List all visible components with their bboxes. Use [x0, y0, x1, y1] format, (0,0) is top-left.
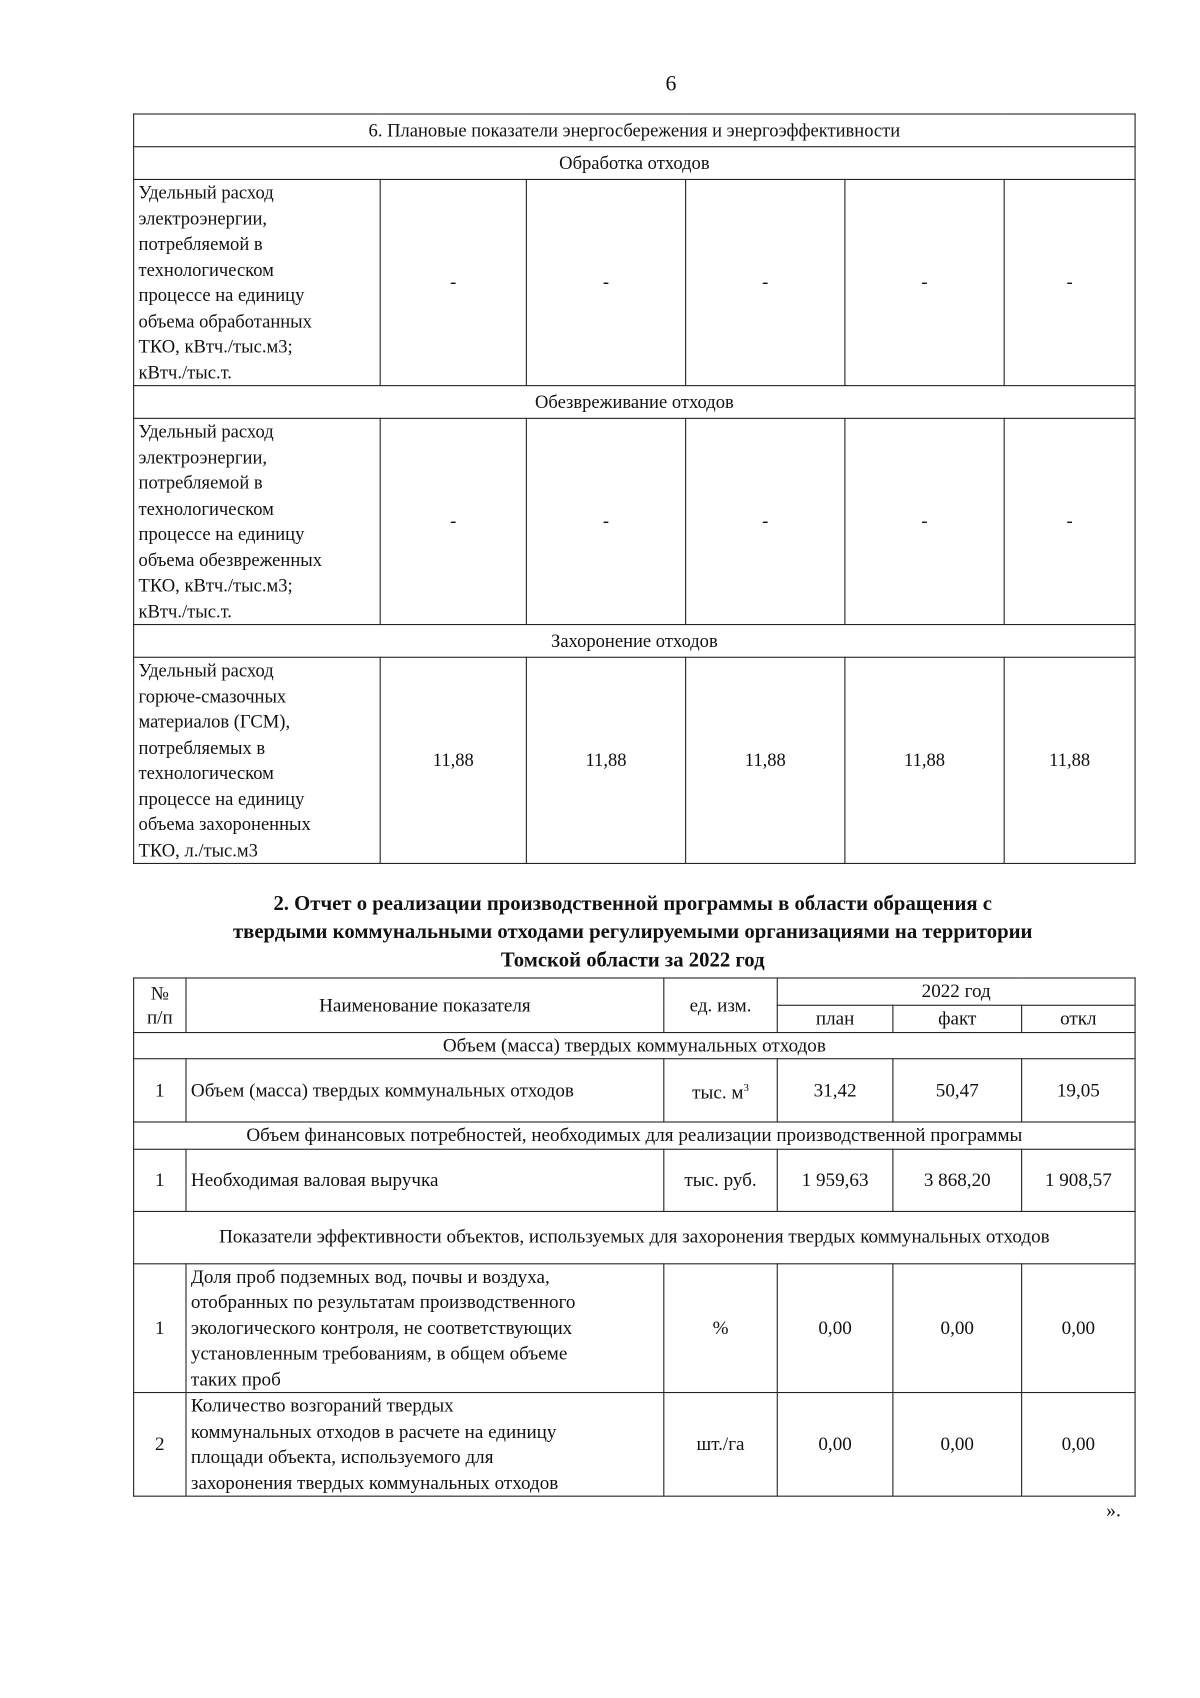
row-plan: 31,42 [777, 1059, 893, 1122]
closing-quote-mark: ». [1106, 1498, 1121, 1521]
page-number: 6 [665, 71, 677, 96]
value-cell: 11,88 [686, 657, 845, 863]
row-deviation: 19,05 [1022, 1059, 1135, 1122]
row-unit: тыс. руб. [664, 1149, 777, 1211]
row-deviation: 1 908,57 [1022, 1149, 1135, 1211]
row-plan: 0,00 [777, 1263, 893, 1392]
row-plan: 0,00 [777, 1393, 893, 1497]
row-fact: 3 868,20 [893, 1149, 1022, 1211]
row-fact: 50,47 [893, 1059, 1022, 1122]
report-table [133, 977, 1136, 1496]
row-num: 1 [134, 1149, 186, 1211]
header-plan: план [777, 1005, 893, 1032]
indicator-label: Удельный расход горюче-смазочных материалов (ГСМ), потребляемых в технологическом процессе на единицу объема захороненных ТКО, л./тыс.м3 [134, 657, 381, 863]
row-name: Необходимая валовая выручка [186, 1149, 664, 1211]
value-cell: - [380, 418, 526, 624]
table-row [134, 1393, 1135, 1497]
row-unit: шт./га [664, 1393, 777, 1497]
value-cell: - [845, 418, 1004, 624]
value-cell: 11,88 [380, 657, 526, 863]
section-header: Показатели эффективности объектов, используемых для захоронения твердых коммунальных отходов [134, 1211, 1135, 1263]
row-num: 2 [134, 1393, 186, 1497]
value-cell: - [526, 418, 685, 624]
row-num: 1 [134, 1059, 186, 1122]
section-header: Объем (масса) твердых коммунальных отходов [134, 1032, 1135, 1059]
header-year: 2022 год [777, 978, 1135, 1005]
heading-line: твердыми коммунальными отходами регулируемыми организациями на территории [232, 920, 1033, 944]
row-fact: 0,00 [893, 1263, 1022, 1392]
row-name: Объем (масса) твердых коммунальных отходов [186, 1059, 664, 1122]
section-header: Захоронение отходов [134, 625, 1135, 658]
row-unit: % [664, 1263, 777, 1392]
value-cell: - [380, 179, 526, 385]
row-deviation: 0,00 [1022, 1263, 1135, 1392]
value-cell: - [526, 179, 685, 385]
indicator-label: Удельный расход электроэнергии, потребляемой в технологическом процессе на единицу объема обезвреженных ТКО, кВтч./тыс.м3; кВтч./тыс.т. [134, 418, 381, 624]
heading-line: Томской области за 2022 год [500, 949, 765, 972]
value-cell: - [1004, 418, 1135, 624]
value-cell: 11,88 [845, 657, 1004, 863]
table-row [134, 179, 1135, 385]
table-row [134, 1059, 1135, 1122]
row-deviation: 0,00 [1022, 1393, 1135, 1497]
value-cell: - [686, 179, 845, 385]
indicator-label: Удельный расход электроэнергии, потребляемой в технологическом процессе на единицу объема обработанных ТКО, кВтч./тыс.м3; кВтч./тыс.т. [134, 179, 381, 385]
row-fact: 0,00 [893, 1393, 1022, 1497]
table-title: 6. Плановые показатели энергосбережения и энергоэффективности [134, 114, 1135, 147]
section-header: Объем финансовых потребностей, необходимых для реализации производственной программы [134, 1122, 1135, 1149]
table-row [134, 1149, 1135, 1211]
value-cell: 11,88 [526, 657, 685, 863]
header-fact: факт [893, 1005, 1022, 1032]
table-row [134, 1263, 1135, 1392]
heading-line: 2. Отчет о реализации производственной программы в области обращения с [273, 892, 993, 916]
row-name: Доля проб подземных вод, почвы и воздуха, отобранных по результатам производственного экологического контроля, не соответствующих установленным требованиям, в общем объеме таких проб [186, 1263, 664, 1392]
row-num: 1 [134, 1263, 186, 1392]
table-row [134, 657, 1135, 863]
header-num: № п/п [134, 978, 186, 1032]
energy-efficiency-table [133, 113, 1136, 864]
section-heading [142, 890, 1124, 975]
section-header: Обезвреживание отходов [134, 386, 1135, 419]
value-cell: - [845, 179, 1004, 385]
header-unit: ед. изм. [664, 978, 777, 1032]
row-unit [664, 1059, 777, 1122]
row-plan: 1 959,63 [777, 1149, 893, 1211]
value-cell: - [1004, 179, 1135, 385]
header-deviation: откл [1022, 1005, 1135, 1032]
header-name: Наименование показателя [186, 978, 664, 1032]
section-header: Обработка отходов [134, 147, 1135, 180]
table-row [134, 418, 1135, 624]
value-cell: - [686, 418, 845, 624]
unit-text: тыс. м [692, 1080, 744, 1103]
value-cell: 11,88 [1004, 657, 1135, 863]
unit-superscript: 3 [743, 1081, 749, 1094]
row-name: Количество возгораний твердых коммунальных отходов в расчете на единицу площади объекта, используемого для захоронения твердых коммунальных отходов [186, 1393, 664, 1497]
